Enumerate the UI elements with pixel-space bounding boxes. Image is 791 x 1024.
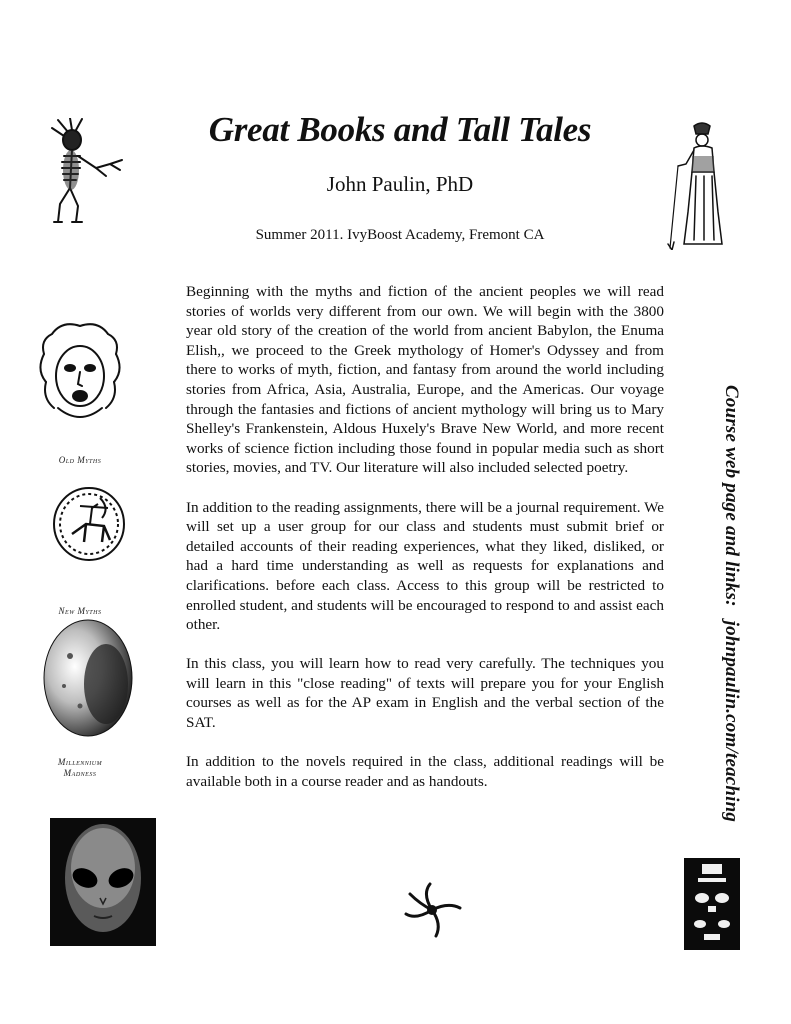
alien-face-illustration — [50, 818, 156, 946]
paragraph-3: In this class, you will learn how to read very carefully. The techniques you will learn in this "close reading" of texts will prepare you for your English courses as well as for the AP exam in English and the verbal section of the SAT. — [186, 655, 664, 732]
course-description — [186, 282, 664, 811]
paragraph-4: In addition to the novels required in the class, additional readings will be available both in a course reader and as handouts. — [186, 753, 664, 790]
medusa-illustration — [32, 316, 128, 446]
old-myths-caption: Old Myths — [58, 455, 102, 465]
millennium-line2: Madness — [63, 768, 97, 778]
athena-statue-illustration — [664, 120, 736, 250]
session-info: Summer 2011. IvyBoost Academy, Fremont CA — [255, 227, 545, 243]
spiral-star-illustration — [400, 880, 464, 940]
new-myths-caption: New Myths — [58, 606, 102, 616]
millennium-madness-caption — [0, 757, 160, 779]
paragraph-1: Beginning with the myths and fiction of the ancient peoples we will read stories of worlds very different from our own. We will begin with the 3800 year old story of the creation of the world from ancient Babylon, the Enuma Elish,, we proceed to the Greek mythology of Homer's Odyssey and from there to works of myth, fiction, and fantasy from around the world including stories from Africa, Asia, Australia, Europe, and the Americas. Our voyage through the fantasies and fictions of ancient mythology will bring us to Mary Shelley's Frankenstein, Aldous Huxely's Brave New World, and more recent works of science fiction including those found in popular media such as short stories, movies, and TV. Our literature will also included selected poetry. — [186, 283, 664, 477]
centaur-medallion-illustration — [50, 484, 128, 564]
paragraph-2: In addition to the reading assignments, there will be a journal requirement. We will set up a user group for our class and students must submit brief or detailed accounts of their reading experiences, what they liked, disliked, or had a hard time understanding as well as requests for explanations and clarifications. before each class. Access to this group will be restricted to enrolled student, and students will be encouraged to respond to and assist each other. — [186, 498, 664, 634]
moon-illustration — [40, 616, 136, 740]
author-name: John Paulin, PhD — [326, 172, 474, 196]
totem-illustration — [684, 858, 740, 950]
page-title: Great Books and Tall Tales — [208, 110, 592, 149]
course-web-label: Course web page and links: — [721, 385, 742, 607]
millennium-line1: Millennium — [57, 757, 103, 767]
course-web-link — [720, 385, 742, 822]
course-web-url[interactable]: johnpaulin.com/teaching — [721, 620, 742, 823]
skeletal-creature-illustration — [40, 118, 130, 226]
